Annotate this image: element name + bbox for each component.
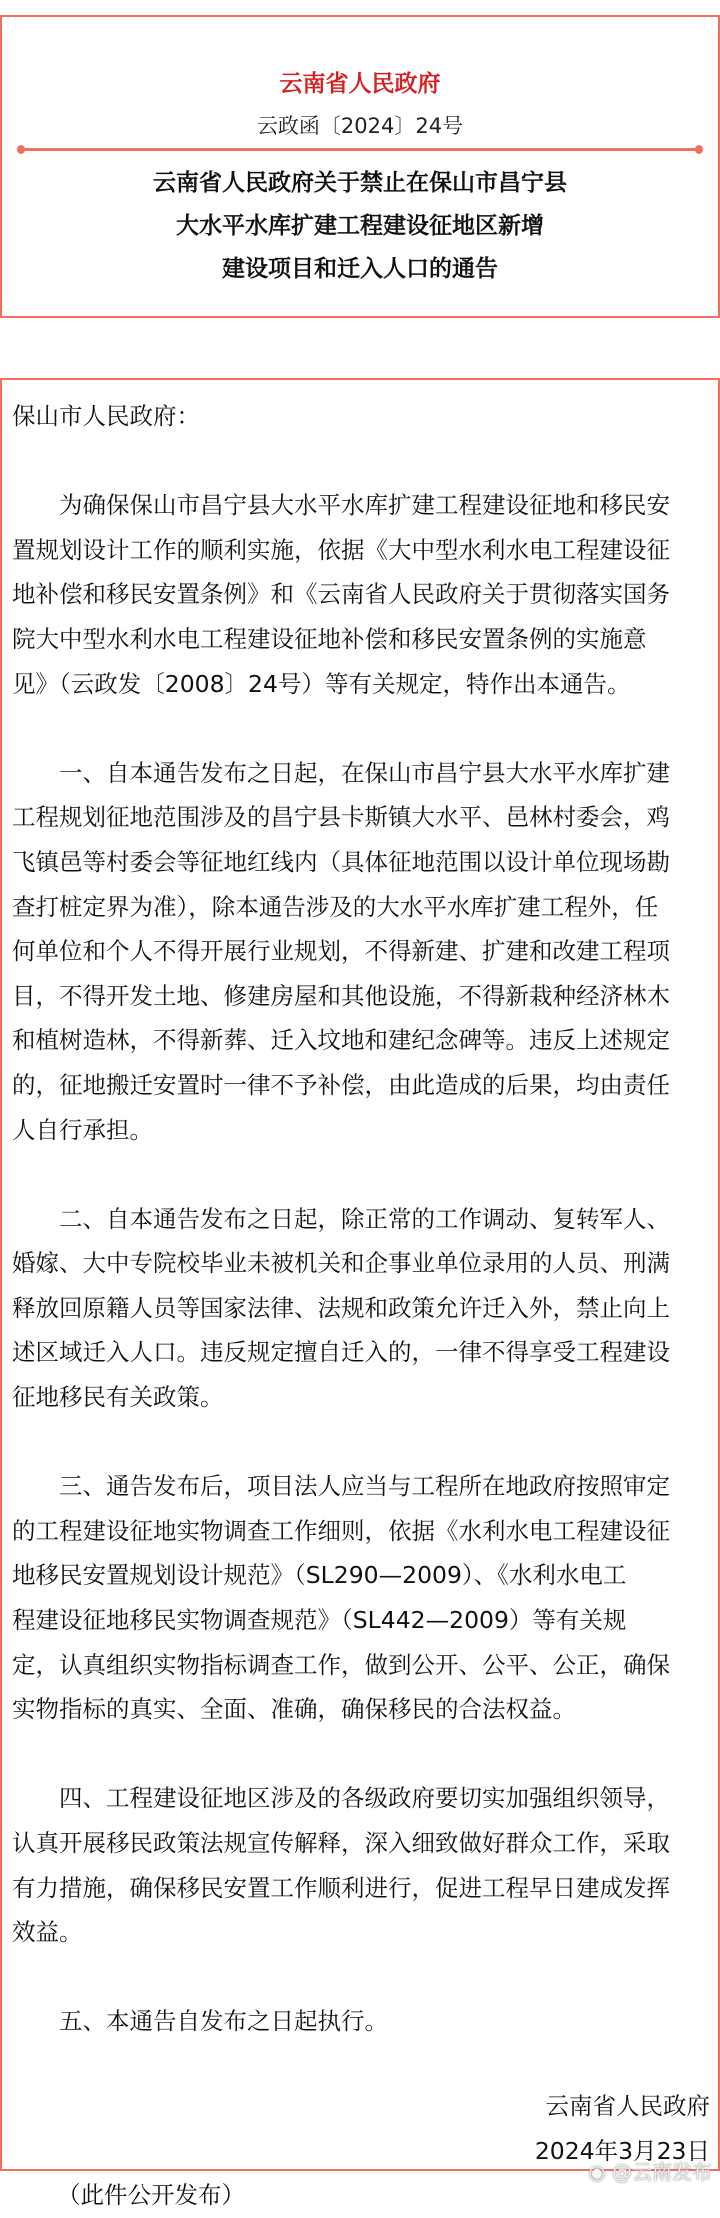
paragraph: [12, 751, 712, 1152]
paragraph-gap: [12, 1152, 712, 1197]
title-line: 建设项目和迁入人口的通告: [222, 256, 498, 282]
paragraph: [12, 1999, 712, 2044]
paragraph-line: 飞镇邑等村委会等征地红线内（具体征地范围以设计单位现场勘: [12, 847, 670, 876]
watermark-text: @云南发布: [612, 2160, 712, 2184]
signature: 云南省人民政府: [545, 2091, 710, 2120]
paragraph-gap: [12, 706, 712, 751]
weibo-watermark: [588, 2156, 712, 2185]
divider: [19, 148, 701, 151]
document-number: 云政函〔2024〕24号: [256, 114, 464, 138]
paragraph-line: 置规划设计工作的顺利实施，依据《大中型水利水电工程建设征: [12, 535, 670, 564]
date: 2024年3月23日: [534, 2136, 710, 2165]
paragraph-gap: [12, 1732, 712, 1777]
paragraph-line: 有力措施，确保移民安置工作顺利进行，促进工程早日建成发挥: [12, 1873, 670, 1902]
paragraph-line: 地补偿和移民安置条例》和《云南省人民政府关于贯彻落实国务: [12, 580, 670, 609]
paragraph-line: 见》（云政发〔2008〕24号）等有关规定，特作出本通告。: [12, 669, 631, 698]
paragraph-gap: [12, 439, 712, 484]
salutation: 保山市人民政府：: [12, 402, 200, 430]
paragraph-line: 释放回原籍人员等国家法律、法规和政策允许迁入外，禁止向上: [12, 1293, 670, 1322]
header-box: [0, 15, 720, 318]
paragraph-line: 效益。: [12, 1918, 83, 1947]
publication-note: （此件公开发布）: [57, 2181, 245, 2210]
paragraph-line: 何单位和个人不得开展行业规划，不得新建、扩建和改建工程项: [12, 937, 670, 966]
paragraph: [12, 1197, 712, 1420]
paragraph-line: 定，认真组织实物指标调查工作，做到公开、公平、公正，确保: [12, 1650, 670, 1679]
issuer-name: 云南省人民政府: [279, 71, 441, 97]
paragraph-line: 征地移民有关政策。: [12, 1383, 224, 1412]
paragraph-line: 实物指标的真实、全面、准确，确保移民的合法权益。: [12, 1695, 576, 1724]
weibo-icon: ◉: [588, 2160, 612, 2184]
paragraph-line: 人自行承担。: [12, 1115, 153, 1144]
paragraph-line: 为确保保山市昌宁县大水平水库扩建工程建设征地和移民安: [59, 491, 670, 520]
paragraph-line: 述区域迁入人口。违反规定擅自迁入的，一律不得享受工程建设: [12, 1338, 670, 1367]
paragraph-line: 查打桩定界为准），除本通告涉及的大水平水库扩建工程外，任: [12, 892, 659, 921]
paragraph-gap: [12, 1420, 712, 1465]
paragraph: [12, 1776, 712, 1954]
paragraph-line: 地移民安置规划设计规范》（SL290—2009）、《水利水电工: [12, 1561, 627, 1590]
paragraph-line: 四、工程建设征地区涉及的各级政府要切实加强组织领导，: [59, 1784, 670, 1813]
paragraph-line: 的工程建设征地实物调查工作细则，依据《水利水电工程建设征: [12, 1516, 670, 1545]
paragraph-line: 三、通告发布后，项目法人应当与工程所在地政府按照审定: [59, 1472, 670, 1501]
paragraph-line: 一、自本通告发布之日起，在保山市昌宁县大水平水库扩建: [59, 758, 670, 787]
paragraph-line: 的，征地搬迁安置时一律不予补偿，由此造成的后果，均由责任: [12, 1070, 670, 1099]
paragraph-gap: [12, 1955, 712, 2000]
notice-title: [2, 162, 718, 291]
paragraph-line: 二、自本通告发布之日起，除正常的工作调动、复转军人、: [59, 1204, 670, 1233]
paragraph-line: 婚嫁、大中专院校毕业未被机关和企事业单位录用的人员、刑满: [12, 1249, 670, 1278]
notice-body: [12, 394, 712, 2218]
paragraph: [12, 483, 712, 706]
paragraph-line: 认真开展移民政策法规宣传解释，深入细致做好群众工作，采取: [12, 1829, 670, 1857]
paragraph-line: 五、本通告自发布之日起执行。: [59, 2007, 388, 2036]
paragraph-line: 目，不得开发土地、修建房屋和其他设施，不得新栽种经济林木: [12, 981, 670, 1010]
paragraph: [12, 1464, 712, 1732]
title-line: 大水平水库扩建工程建设征地区新增: [176, 213, 544, 239]
paragraph-line: 和植树造林，不得新葬、迁入坟地和建纪念碑等。违反上述规定: [12, 1026, 670, 1055]
paragraph-line: 程建设征地移民实物调查规范》（SL442—2009）等有关规: [12, 1606, 627, 1635]
paragraph-line: 工程规划征地范围涉及的昌宁县卡斯镇大水平、邑林村委会，鸡: [12, 803, 670, 832]
title-line: 云南省人民政府关于禁止在保山市昌宁县: [153, 170, 567, 196]
paragraph-line: 院大中型水利水电工程建设征地补偿和移民安置条例的实施意: [12, 624, 647, 653]
